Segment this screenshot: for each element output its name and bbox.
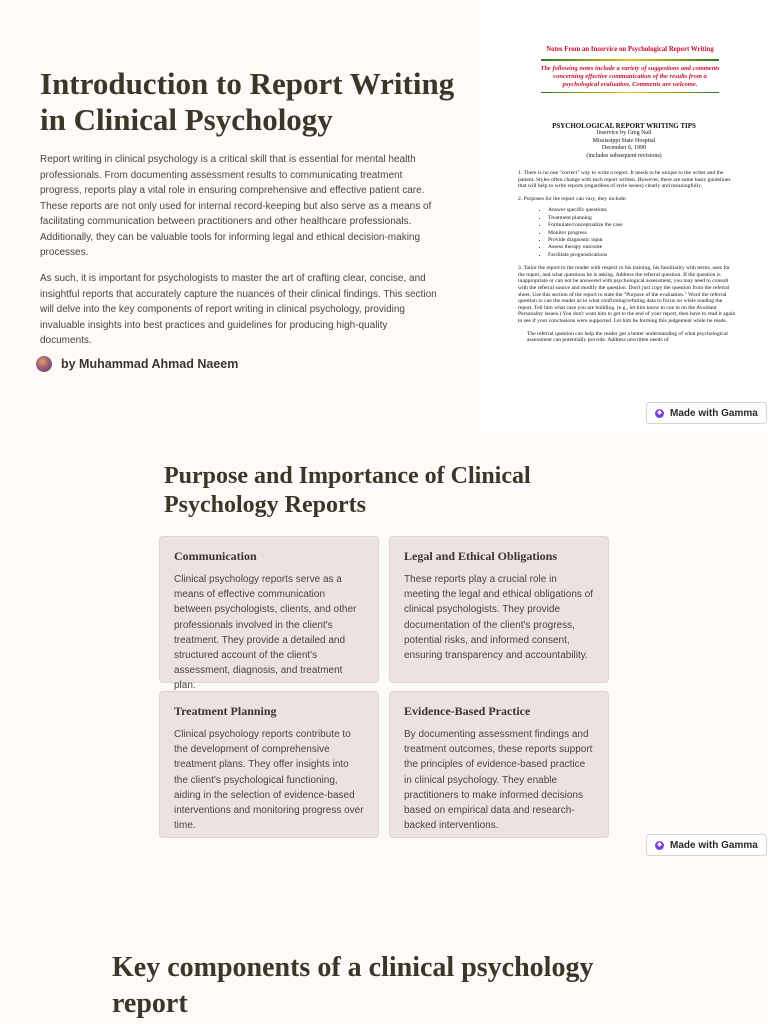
slide-title: Purpose and Importance of Clinical Psychology Reports xyxy=(164,463,531,518)
doc-byline: Inservice by Greg Nail xyxy=(596,130,652,136)
card-treatment-planning xyxy=(159,691,379,838)
intro-paragraph-2: As such, it is important for psychologists to master the art of crafting clear, concise, and insightful reports that accurately capture the nuances of their clinical findings. This section will delve into the key components of report writing in clinical psychology, providing invaluable insights into best practices and guidelines for producing high-quality documents. xyxy=(40,273,437,346)
badge-label: Made with Gamma xyxy=(670,407,758,419)
card-evidence-based xyxy=(389,691,609,838)
doc-divider xyxy=(541,59,719,61)
doc-item-1: 1. There is no one "correct" way to write a report. It needs to be unique to the writer and the patient. Styles often change with each report written. However, there are some basic guidelines that will help to write reports (regardless of style issues) clearly and meaningfully. xyxy=(518,170,731,190)
card-legal-ethical xyxy=(389,536,609,683)
card-title: Legal and Ethical Obligations xyxy=(404,549,558,563)
list-item: • Treatment planning xyxy=(548,215,736,222)
doc-divider xyxy=(541,92,719,94)
intro-paragraph-1: Report writing in clinical psychology is a critical skill that is essential for mental health professionals. From documenting assessment results to communicating treatment progress, reports play a vital role in ensuring comprehensive and effective patient care. These reports are not only used for internal record-keeping but also serve as a means of facilitating communication between practitioners and other healthcare professionals. Additionally, they can be valuable tools for informing legal and ethical decision-making processes. xyxy=(40,154,432,258)
doc-subheader: The following notes include a variety of suggestions and comments concerning effective communication of the results from a psychological evaluation. Comments are welcome. xyxy=(540,64,720,88)
card-text: By documenting assessment findings and treatment outcomes, these reports support the principles of evidence-based practice in clinical psychology. They enable practitioners to make informed decisions based on empirical data and research-backed interventions. xyxy=(404,729,593,832)
list-item: • Formulate/conceptualize the case xyxy=(548,222,736,229)
card-communication xyxy=(159,536,379,692)
list-item: • Facilitate prognostications xyxy=(548,252,736,259)
slide-title: Introduction to Report Writing in Clinical Psychology xyxy=(40,66,455,137)
doc-item-4: The referral question can help the reader get a better understanding of what psychological assessment can potentially provide. Address unwritten needs of xyxy=(527,330,728,344)
gamma-logo-icon: ◆ xyxy=(655,409,664,418)
avatar xyxy=(36,356,52,372)
document-image xyxy=(480,0,768,432)
card-title: Evidence-Based Practice xyxy=(404,704,531,718)
made-with-gamma-badge[interactable] xyxy=(646,834,767,856)
card-text: These reports play a crucial role in meeting the legal and ethical obligations of clinical psychologists. They provide documentation of the client's progress, potential risks, and informed consent, ensuring transparency and accountability. xyxy=(404,574,594,662)
card-title: Communication xyxy=(174,549,257,563)
list-item: • Monitor progress xyxy=(548,230,736,237)
badge-label: Made with Gamma xyxy=(670,839,758,851)
list-item: • Provide diagnostic input xyxy=(548,237,736,244)
slide-title: Key components of a clinical psychology report xyxy=(112,952,594,1019)
doc-date: December 6, 1990 xyxy=(601,145,647,151)
made-with-gamma-badge[interactable] xyxy=(646,402,767,424)
gamma-logo-icon: ◆ xyxy=(655,841,664,850)
doc-item-3: 3. Tailor the report to the reader with respect to his training, his familiarity with terms, uses for the report, and what questions he is asking. Address the referral question. If the question is inappropriate or can not be answered with psychological assessment, you may need to consult with the referral source and modify the question. Don't just copy the question from the referral sheet. Use this section of the report to state the "Purpose of the evaluation." Word the referral question to cue the reader as to what confirming/refuting data to focus on while reading the report. Tell him what case you are building. (e.g., let him know to cue in on the Avoidant Personality issues.) You don't want him to get to the end of your report, then have to read it again to see if your conclusions were supported. Let him be forming this judgement while he reads. xyxy=(518,265,736,324)
card-text: Clinical psychology reports contribute to the development of comprehensive treatment plans. They offer insights into the client's psychological functioning, aiding in the selection of evidence-based interventions and monitoring progress over time. xyxy=(174,729,364,832)
author-name: by Muhammad Ahmad Naeem xyxy=(61,357,239,371)
doc-heading: PSYCHOLOGICAL REPORT WRITING TIPS xyxy=(552,122,696,130)
author-byline xyxy=(36,356,238,372)
list-item: • Answer specific questions xyxy=(548,207,736,214)
doc-header: Notes From an Inservice on Psychological Report Writing xyxy=(546,46,714,53)
list-item: • Assess therapy outcome xyxy=(548,244,736,251)
slide-introduction xyxy=(0,0,768,432)
doc-item-2: 2. Purposes for the report can vary, they include: xyxy=(518,195,627,202)
doc-purpose-list xyxy=(534,207,736,259)
card-title: Treatment Planning xyxy=(174,704,277,718)
doc-revisions: (includes subsequent revisions) xyxy=(586,152,662,159)
doc-hospital: Mississippi State Hospital xyxy=(592,137,656,144)
card-text: Clinical psychology reports serve as a means of effective communication between psychologists, clients, and other professionals involved in the client's treatment. They provide a detailed and structured account of the client's assessment, diagnosis, and treatment plan. xyxy=(174,574,357,692)
